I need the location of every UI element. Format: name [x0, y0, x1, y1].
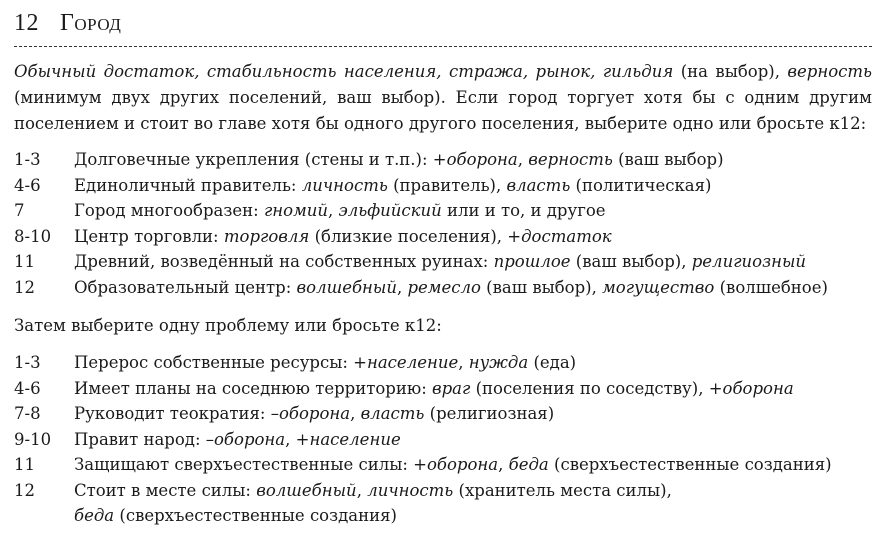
row-description: [74, 478, 872, 529]
text-fragment: (еда): [528, 353, 577, 372]
table-row: [14, 249, 872, 275]
roll-range: 12: [14, 480, 35, 500]
roll-range: 7: [14, 201, 25, 220]
roll-range: 4-6: [14, 378, 41, 398]
text-fragment: (религиозная): [424, 404, 555, 423]
table-row: [14, 275, 872, 301]
row-description: [74, 275, 872, 301]
italic-term: –оборона: [270, 404, 351, 423]
italic-term: личность: [301, 175, 388, 195]
intro-paragraph: [14, 59, 872, 137]
italic-term: Обычный достаток, стабильность населения, стража, рынок, гильдия: [14, 62, 674, 81]
text-fragment: (ваш выбор),: [570, 252, 692, 271]
row-description: [74, 452, 872, 478]
italic-term: гномий: [263, 201, 329, 220]
italic-term: власть: [506, 175, 571, 195]
row-description: [74, 198, 872, 224]
text-fragment: Единоличный правитель:: [74, 175, 302, 195]
table-row: [14, 401, 872, 427]
text-fragment: ,: [350, 404, 361, 423]
row-description: [74, 401, 872, 427]
table-row: [14, 173, 872, 199]
italic-term: прошлое: [493, 252, 571, 271]
text-fragment: (близкие поселения),: [309, 226, 508, 246]
text-fragment: (правитель),: [387, 175, 507, 195]
italic-term: нужда: [468, 353, 529, 372]
italic-term: +достаток: [507, 226, 612, 246]
text-fragment: ,: [285, 429, 296, 449]
italic-term: эльфийский: [338, 201, 442, 220]
table-row: [14, 224, 872, 250]
text-fragment: Центр торговли:: [74, 226, 224, 246]
text-fragment: (волшебное): [714, 277, 828, 297]
roll-range: 8-10: [14, 226, 52, 246]
section-header: [14, 0, 872, 46]
text-fragment: Имеет планы на соседнюю территорию:: [74, 378, 433, 398]
italic-term: +оборона: [413, 455, 499, 474]
text-fragment: Древний, возведённый на собственных руинах:: [74, 252, 494, 271]
italic-term: торговля: [223, 226, 310, 246]
italic-term: враг: [432, 378, 471, 398]
text-fragment: ,: [328, 201, 339, 220]
text-fragment: или и то, и другое: [441, 201, 606, 220]
row-description: [74, 173, 872, 199]
table-row: [14, 376, 872, 402]
text-fragment: ,: [498, 455, 509, 474]
text-fragment: ,: [517, 150, 529, 169]
text-fragment: (сверхъестественные создания): [548, 455, 832, 474]
header-divider: [14, 46, 872, 47]
section-title: Город: [60, 9, 122, 36]
text-fragment: (ваш выбор),: [480, 277, 603, 297]
italic-term: беда: [74, 506, 115, 525]
italic-term: религиозный: [691, 252, 807, 271]
roll-range: 11: [14, 455, 35, 474]
text-fragment: (политическая): [570, 175, 712, 195]
italic-term: волшебный: [256, 480, 357, 500]
roll-range: 4-6: [14, 175, 41, 195]
text-fragment: Защищают сверхъестественные силы:: [74, 455, 414, 474]
roll-range: 11: [14, 252, 35, 271]
table-row: [14, 478, 872, 529]
italic-term: +население: [295, 429, 401, 449]
text-fragment: (сверхъестественные создания): [114, 506, 397, 525]
row-description: [74, 147, 872, 173]
text-fragment: ,: [458, 353, 469, 372]
italic-term: волшебный: [296, 277, 397, 297]
table-row: [14, 427, 872, 453]
section-number: 12: [14, 9, 39, 36]
italic-term: личность: [367, 480, 454, 500]
italic-term: власть: [360, 404, 425, 423]
roll-range: 7-8: [14, 404, 41, 423]
text-fragment: ,: [396, 277, 408, 297]
roll-range: 1-3: [14, 353, 41, 372]
italic-term: ремесло: [407, 277, 481, 297]
row-description: [74, 350, 872, 376]
row-description: [74, 376, 872, 402]
italic-term: могущество: [602, 277, 715, 297]
italic-term: +оборона: [708, 378, 794, 398]
italic-term: +оборона: [432, 150, 518, 169]
row-description: [74, 249, 872, 275]
text-fragment: (поселения по соседству),: [470, 378, 709, 398]
text-fragment: (на выбор),: [673, 62, 788, 81]
text-fragment: Образовательный центр:: [74, 277, 297, 297]
table-row: [14, 198, 872, 224]
table-row: [14, 350, 872, 376]
text-fragment: Стоит в месте силы:: [74, 480, 257, 500]
text-fragment: Руководит теократия:: [74, 404, 271, 423]
roll-range: 9-10: [14, 429, 52, 449]
problem-prompt: Затем выберите одну проблему или бросьте к12:: [14, 316, 442, 335]
text-fragment: (ваш выбор): [612, 150, 724, 169]
text-fragment: (минимум двух других поселений, ваш выбор). Если город торгует хотя бы с одним другим поселением и стоит во главе хотя бы одного другого поселения, выберите одно или бросьте к12:: [14, 88, 872, 133]
italic-term: –оборона: [205, 429, 286, 449]
problems-table: [14, 350, 872, 529]
page: [14, 0, 872, 529]
text-fragment: Город многообразен:: [74, 201, 264, 220]
table-row: [14, 147, 872, 173]
text-fragment: (хранитель места силы),: [453, 480, 672, 500]
roll-range: 12: [14, 277, 35, 297]
text-fragment: ,: [356, 480, 368, 500]
italic-term: беда: [508, 455, 549, 474]
table-row: [14, 452, 872, 478]
text-fragment: Перерос собственные ресурсы:: [74, 353, 354, 372]
row-description: [74, 224, 872, 250]
italic-term: верность: [528, 150, 613, 169]
benefits-table: [14, 147, 872, 300]
row-description: [74, 427, 872, 453]
text-fragment: Долговечные укрепления (стены и т.п.):: [74, 150, 433, 169]
text-fragment: Правит народ:: [74, 429, 206, 449]
italic-term: верность: [787, 62, 873, 81]
roll-range: 1-3: [14, 150, 41, 169]
italic-term: +население: [353, 353, 459, 372]
